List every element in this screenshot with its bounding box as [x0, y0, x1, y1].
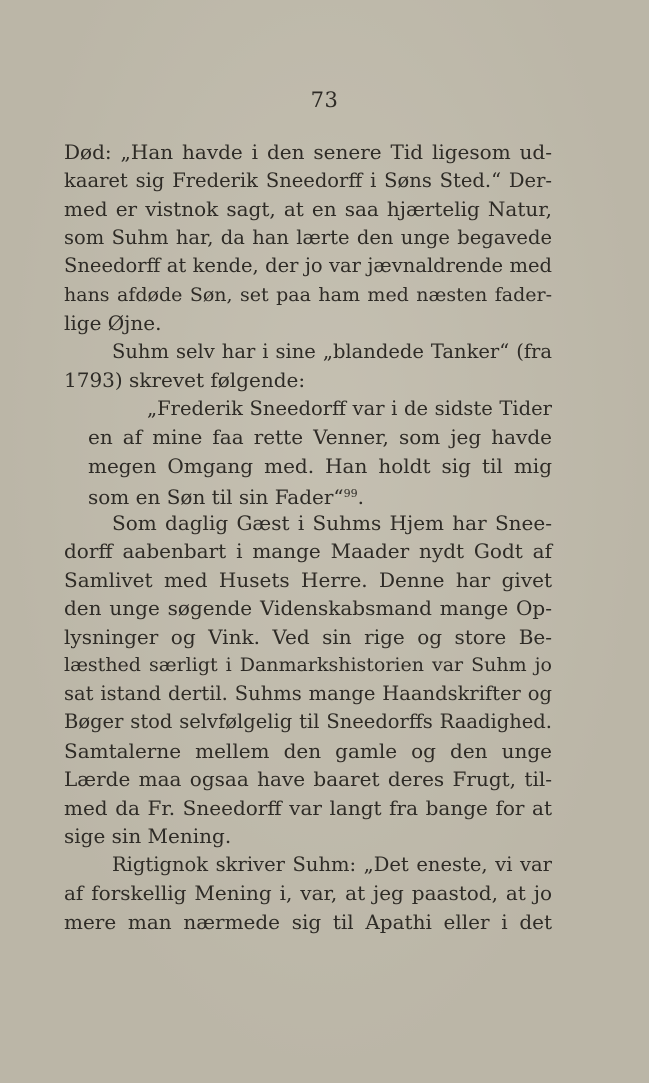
- footnote-marker: 99: [343, 487, 358, 500]
- quote-line: en af mine faa rette Venner, som jeg havde: [88, 425, 552, 449]
- quote-end: .: [357, 485, 364, 509]
- text-line: Rigtignok skriver Suhm: „Det eneste, vi var: [112, 852, 552, 876]
- quote-line: megen Omgang med. Han holdt sig til mig: [88, 453, 552, 478]
- text-line: hans afdøde Søn, set paa ham med næsten fader-: [64, 283, 552, 306]
- text-line: Samlivet med Husets Herre. Denne har givet: [64, 567, 552, 592]
- text-line: lige Øjne.: [64, 311, 162, 335]
- body-text: [64, 138, 552, 936]
- text-line: lysninger og Vink. Ved sin rige og store Be-: [64, 624, 552, 649]
- text-line: Suhm selv har i sine „blandede Tanker“ (fra: [112, 339, 552, 363]
- text-line: dorff aabenbart i mange Maader nydt Godt af: [64, 539, 552, 563]
- quote-text: som en Søn til sin Fader“: [88, 485, 344, 509]
- text-line: den unge søgende Videnskabsmand mange Op-: [64, 596, 552, 620]
- text-line: som Suhm har, da han lærte den unge begavede: [64, 225, 552, 249]
- text-line: mere man nærmede sig til Apathi eller i det: [64, 909, 552, 934]
- text-line: kaaret sig Frederik Sneedorff i Søns Sted.“ Der-: [64, 168, 552, 192]
- text-line: Død: „Han havde i den senere Tid ligesom ud-: [64, 140, 552, 164]
- text-line: sige sin Mening.: [64, 824, 232, 848]
- quote-line: „Frederik Sneedorff var i de sidste Tider: [147, 396, 552, 420]
- quote-line: [64, 480, 552, 509]
- text-line: Som daglig Gæst i Suhms Hjem har Snee-: [112, 510, 552, 535]
- text-line: Samtalerne mellem den gamle og den unge: [64, 738, 552, 763]
- text-line: Lærde maa ogsaa have baaret deres Frugt, til-: [64, 767, 552, 791]
- text-line: sat istand dertil. Suhms mange Haandskrifter og: [64, 681, 552, 705]
- page-number: 73: [310, 88, 339, 112]
- text-line: 1793) skrevet følgende:: [64, 368, 306, 392]
- text-line: med er vistnok sagt, at en saa hjærtelig Natur,: [64, 197, 552, 221]
- text-line: læsthed særligt i Danmarkshistorien var Suhm jo: [64, 654, 552, 676]
- text-line: af forskellig Mening i, var, at jeg paastod, at jo: [64, 881, 552, 905]
- text-line: med da Fr. Sneedorff var langt fra bange for at: [64, 795, 552, 820]
- text-line: Sneedorff at kende, der jo var jævnaldrende med: [64, 254, 552, 277]
- text-line: Bøger stod selvfølgelig til Sneedorffs Raadighed.: [64, 710, 552, 733]
